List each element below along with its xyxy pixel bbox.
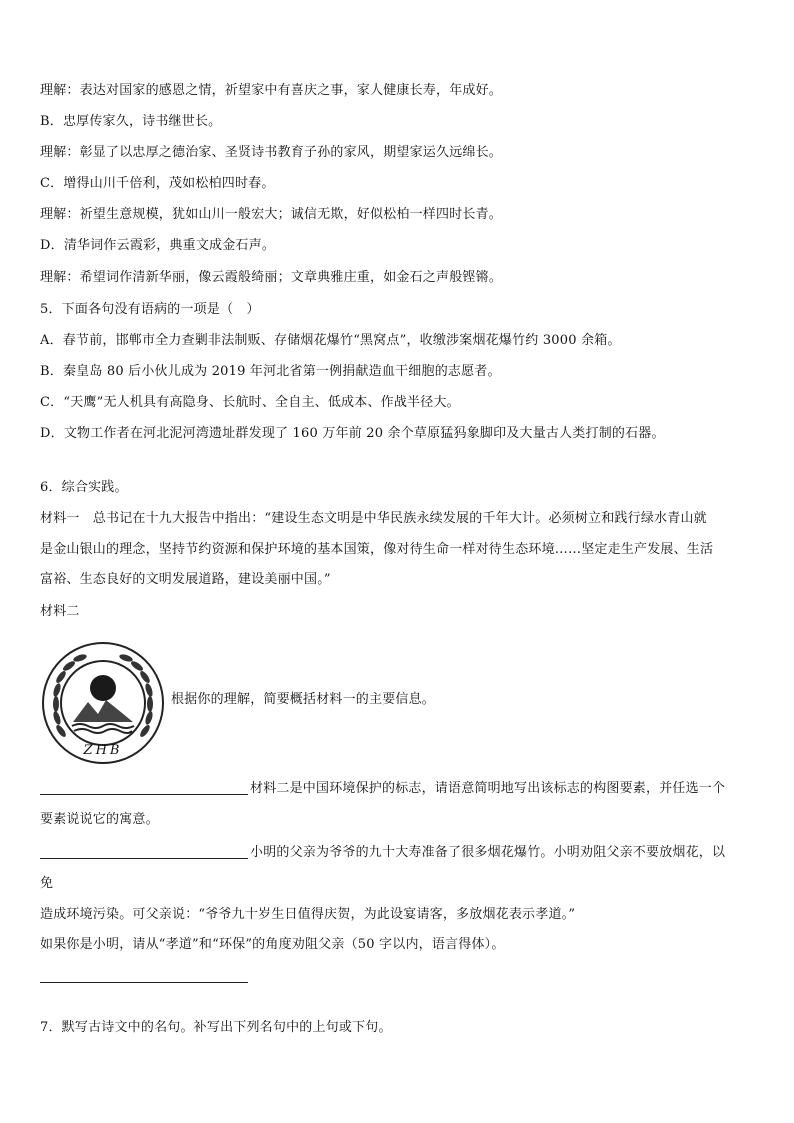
q5-option-c: C．“天鹰”无人机具有高隐身、长航时、全自主、低成本、作战半径大。: [40, 395, 460, 410]
q6-task3-line3: 造成环境污染。可父亲说：“爷爷九十岁生日值得庆贺，为此设宴请客，多放烟花表示孝道。”: [40, 907, 576, 922]
sun-icon: [90, 675, 116, 701]
q6-task2-line2: 要素说说它的寓意。: [40, 812, 159, 827]
q6-stem: 6．综合实践。: [40, 480, 128, 495]
answer-blank[interactable]: [40, 845, 248, 859]
q6-task3-line1: [40, 845, 725, 861]
q6-task3-line2: 免: [40, 876, 54, 891]
q6-material2-label: 材料二: [40, 604, 80, 619]
q5-option-d: D．文物工作者在河北泥河湾遗址群发现了 160 万年前 20 余个草原猛犸象脚印及大量古人类打制的石器。: [40, 426, 665, 441]
q4-option-d-explanation: 理解：希望词作清新华丽，像云霞般绮丽；文章典雅庄重，如金石之声般铿锵。: [40, 270, 503, 285]
q5-option-b: B．秦皇岛 80 后小伙儿成为 2019 年河北省第一例捐献造血干细胞的志愿者。: [40, 364, 501, 379]
q5-stem: 5．下面各句没有语病的一项是（ ）: [40, 302, 260, 317]
q6-task2-text: 材料二是中国环境保护的标志，请语意简明地写出该标志的构图要素，并任选一个: [250, 781, 726, 796]
q5-option-a: A．春节前，邯郸市全力查剿非法制贩、存储烟花爆竹“黑窝点”，收缴涉案烟花爆竹约 3000 余箱。: [40, 333, 621, 348]
q4-option-c: C．增得山川千倍利，茂如松柏四时春。: [40, 176, 275, 191]
answer-blank[interactable]: [40, 781, 248, 795]
q4-option-a-explanation: 理解：表达对国家的感恩之情，祈望家中有喜庆之事，家人健康长寿，年成好。: [40, 83, 503, 98]
logo-text: ZHB: [83, 743, 123, 758]
q6-task3-line4: 如果你是小明，请从“孝道”和“环保”的角度劝阻父亲（50 字以内，语言得体）。: [40, 937, 505, 952]
q6-task2-line1: [40, 781, 725, 797]
q6-task3-text: 小明的父亲为爷爷的九十大寿准备了很多烟花爆竹。小明劝阻父亲不要放烟花，以: [250, 845, 726, 860]
q6-material1-line2: 是金山银山的理念，坚持节约资源和保护环境的基本国策，像对待生命一样对待生态环境……坚定走生产发展、生活: [40, 542, 714, 557]
q6-material1-line3: 富裕、生态良好的文明发展道路，建设美丽中国。”: [40, 572, 331, 587]
q6-task1: 根据你的理解，简要概括材料一的主要信息。: [171, 692, 436, 707]
q6-material1-line1: 材料一 总书记在十九大报告中指出：“建设生态文明是中华民族永续发展的千年大计。必须树立和践行绿水青山就: [40, 511, 707, 526]
environmental-protection-logo: [40, 640, 166, 766]
q4-option-b-explanation: 理解：彰显了以忠厚之德治家、圣贤诗书教育子孙的家风，期望家运久远绵长。: [40, 145, 503, 160]
q4-option-c-explanation: 理解：祈望生意规模，犹如山川一般宏大；诚信无欺，好似松柏一样四时长青。: [40, 207, 503, 222]
q4-option-b: B．忠厚传家久，诗书继世长。: [40, 114, 222, 129]
answer-blank[interactable]: [40, 982, 248, 983]
q4-option-d: D．清华词作云霞彩，典重文成金石声。: [40, 238, 276, 253]
q7-stem: 7．默写古诗文中的名句。补写出下列名句中的上句或下句。: [40, 1020, 392, 1035]
